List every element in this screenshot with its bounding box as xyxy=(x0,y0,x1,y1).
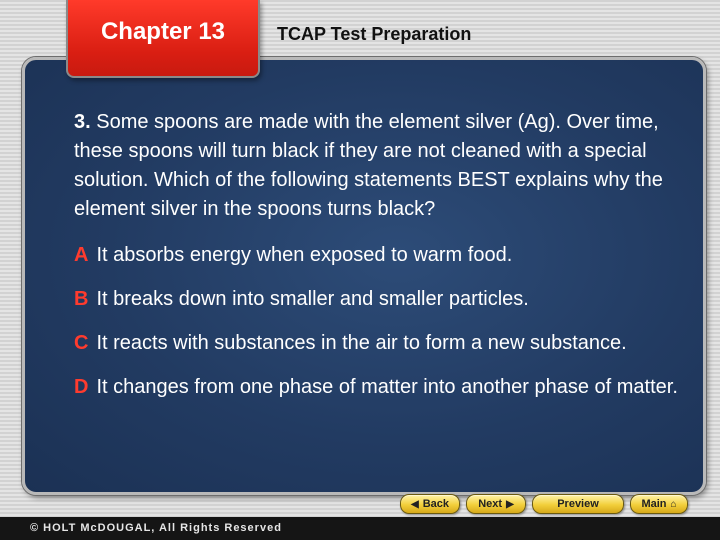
chapter-tab xyxy=(66,0,260,78)
question-number: 3. xyxy=(74,111,91,133)
answer-text: It changes from one phase of matter into another phase of matter. xyxy=(96,376,678,398)
copyright-text: © HOLT McDOUGAL, All Rights Reserved xyxy=(30,522,282,534)
answer-letter: A xyxy=(74,244,89,266)
back-button[interactable] xyxy=(400,494,460,514)
answer-choice-c[interactable] xyxy=(74,329,684,358)
question-content xyxy=(74,108,684,417)
main-button-label: Main xyxy=(641,498,667,510)
question-text: Some spoons are made with the element silver (Ag). Over time, these spoons will turn black if they are not cleaned with a special solution. Which of the following statements BEST explains why the element silver in the spoons turns black? xyxy=(74,111,663,220)
answer-text: It breaks down into smaller and smaller particles. xyxy=(96,288,529,310)
answer-letter: C xyxy=(74,332,89,354)
answer-text: It reacts with substances in the air to form a new substance. xyxy=(96,332,627,354)
answer-choice-a[interactable] xyxy=(74,241,684,270)
next-button[interactable] xyxy=(466,494,526,514)
preview-button-label: Preview xyxy=(557,498,599,510)
preview-button[interactable] xyxy=(532,494,624,514)
footer-bar xyxy=(0,517,720,540)
page-title: TCAP Test Preparation xyxy=(277,24,472,44)
question-text-block xyxy=(74,108,684,224)
answer-choice-b[interactable] xyxy=(74,285,684,314)
answer-text: It absorbs energy when exposed to warm food. xyxy=(96,244,513,266)
right-arrow-icon: ▶ xyxy=(506,498,514,510)
navigation-bar xyxy=(400,494,688,514)
chapter-label: Chapter 13 xyxy=(100,18,226,45)
answer-choice-d[interactable] xyxy=(74,373,684,402)
home-icon: ⌂ xyxy=(670,498,677,510)
answer-letter: B xyxy=(74,288,89,310)
main-button[interactable] xyxy=(630,494,688,514)
next-button-label: Next xyxy=(478,498,503,510)
left-arrow-icon: ◀ xyxy=(411,498,419,510)
back-button-label: Back xyxy=(422,498,449,510)
answer-letter: D xyxy=(74,376,89,398)
